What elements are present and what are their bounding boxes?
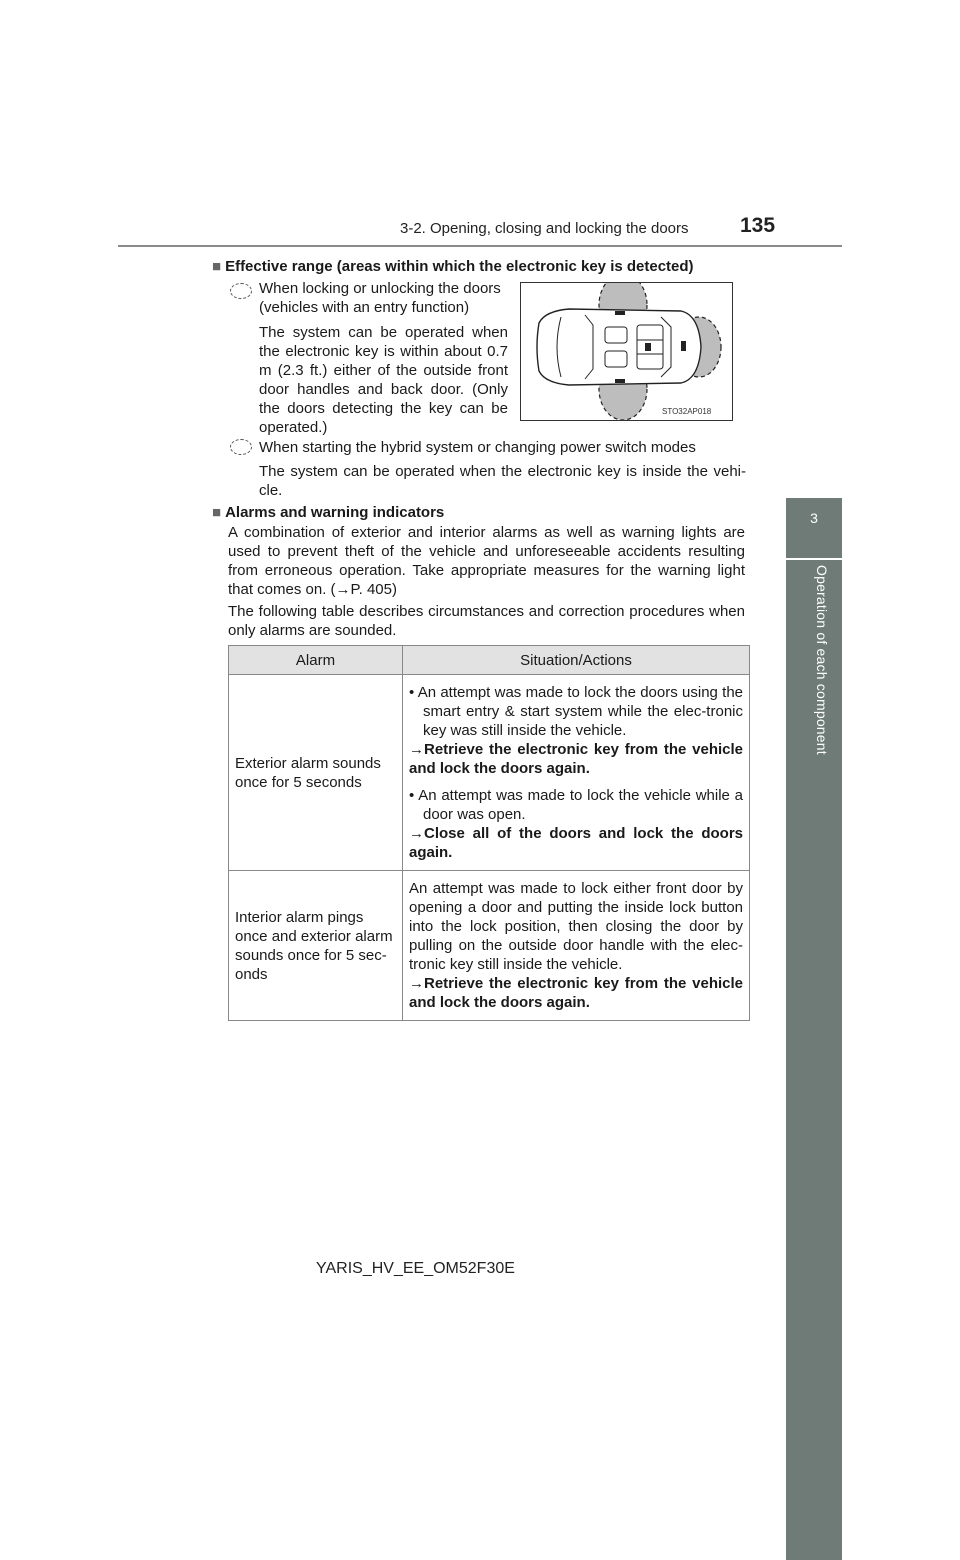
- column-header-alarm: Alarm: [229, 646, 403, 675]
- situation-cell: [403, 871, 750, 1021]
- vehicle-top-view-illustration: [521, 283, 732, 420]
- figure-code: STO32AP018: [662, 407, 712, 416]
- alarm-cell: Interior alarm pings once and exterior alarm sounds once for 5 sec-onds: [229, 871, 403, 1021]
- alarm-cell: Exterior alarm sounds once for 5 seconds: [229, 675, 403, 871]
- vehicle-range-figure: [520, 282, 733, 421]
- effective-range-heading: ■ Effective range (areas within which the electronic key is detected): [212, 258, 694, 275]
- item2-body: The system can be operated when the electronic key is inside the vehi-cle.: [259, 463, 746, 499]
- action-text: →Close all of the doors and lock the doors again.: [409, 825, 743, 861]
- situation-cell: [403, 675, 750, 871]
- square-bullet-icon: ■: [212, 504, 222, 521]
- alarms-paragraph-1: A combination of exterior and interior alarms as well as warning lights are used to prevent theft of the vehicle and unforeseeable accidents resulting from erroneous operation. Take appropriate measures for the warning light that comes on. (→P. 405): [228, 524, 745, 598]
- table-row: [229, 871, 750, 1021]
- column-header-situation: Situation/Actions: [403, 646, 750, 675]
- alarm-table: [228, 645, 750, 1021]
- situation-text: An attempt was made to lock either front door by opening a door and putting the inside lock button into the lock position, then closing the door by pulling on the outside door handle with the elec-tronic key still inside the vehicle.: [409, 880, 743, 973]
- dashed-ellipse-icon: [230, 283, 252, 299]
- table-row: [229, 675, 750, 871]
- table-header-row: [229, 646, 750, 675]
- dashed-ellipse-icon: [230, 439, 252, 455]
- item2-title: When starting the hybrid system or changing power switch modes: [259, 439, 696, 456]
- chapter-tab: [786, 498, 842, 558]
- chapter-label: Operation of each component: [814, 565, 830, 755]
- action-text: →Retrieve the electronic key from the vehicle and lock the doors again.: [409, 975, 743, 1011]
- document-code: YARIS_HV_EE_OM52F30E: [316, 1260, 515, 1277]
- header-divider: [118, 245, 842, 247]
- action-text: →Retrieve the electronic key from the vehicle and lock the doors again.: [409, 741, 743, 777]
- section-title: 3-2. Opening, closing and locking the doors: [400, 220, 689, 237]
- situation-item: • An attempt was made to lock the vehicle while a door was open.: [409, 787, 743, 823]
- square-bullet-icon: ■: [212, 258, 222, 275]
- page-number: 135: [740, 214, 776, 237]
- alarms-heading: ■ Alarms and warning indicators: [212, 504, 445, 521]
- item1-body: The system can be operated when the electronic key is within about 0.7 m (2.3 ft.) either of the outside front door handles and back door. (Only the doors detecting the key can be operated.): [259, 324, 508, 436]
- alarms-paragraph-2: The following table describes circumstances and correction procedures when only alarms are sounded.: [228, 603, 745, 639]
- chapter-number: 3: [810, 510, 818, 526]
- situation-item: • An attempt was made to lock the doors using the smart entry & start system while the elec-tronic key was still inside the vehicle.: [409, 684, 743, 739]
- item1-title: When locking or unlocking the doors (vehicles with an entry function): [259, 280, 501, 316]
